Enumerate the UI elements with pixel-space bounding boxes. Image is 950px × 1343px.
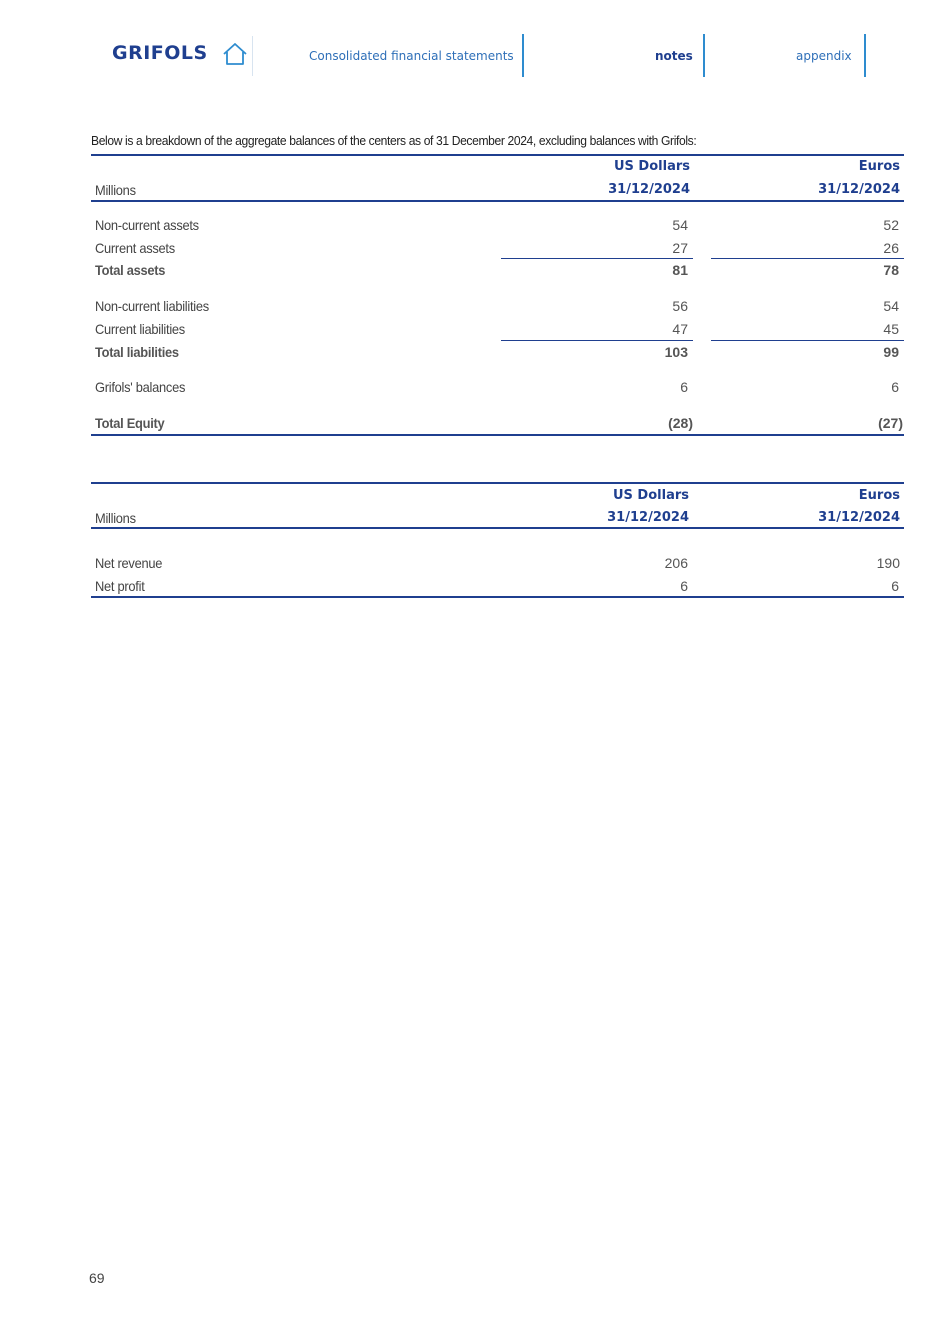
subtotal-rule [711, 340, 904, 341]
header-divider [703, 34, 705, 77]
value-usd: 206 [664, 555, 688, 571]
table-top-rule [91, 154, 904, 156]
row-label-net-revenue: Net revenue [95, 555, 163, 571]
header-divider [252, 36, 253, 76]
column-date-eur: 31/12/2024 [818, 510, 900, 525]
page-number: 69 [89, 1270, 105, 1286]
row-label-non-current-assets: Non-current assets [95, 217, 199, 233]
intro-text: Below is a breakdown of the aggregate balances of the centers as of 31 December 2024, excluding balances with Grifols: [91, 133, 697, 148]
value-usd: 27 [672, 240, 688, 256]
row-label-net-profit: Net profit [95, 578, 145, 594]
value-usd: 54 [672, 217, 688, 233]
column-date-usd: 31/12/2024 [607, 510, 689, 525]
value-eur: 190 [876, 555, 900, 571]
row-label-current-assets: Current assets [95, 240, 175, 256]
page-header [0, 0, 950, 96]
grifols-logo[interactable]: GRIFOLS [112, 42, 208, 64]
row-label-total-assets: Total assets [95, 262, 166, 278]
row-label-total-liabilities: Total liabilities [95, 344, 179, 360]
value-eur: 99 [883, 344, 899, 360]
row-label-current-liabilities: Current liabilities [95, 321, 185, 337]
column-header-usd: US Dollars [613, 159, 690, 174]
value-eur: (27) [878, 415, 903, 431]
table-bottom-rule [91, 434, 904, 436]
column-header-eur: Euros [858, 159, 900, 174]
column-date-eur: 31/12/2024 [818, 182, 900, 197]
row-label-total-equity: Total Equity [95, 415, 165, 431]
value-usd: 56 [672, 298, 688, 314]
table-top-rule [91, 482, 904, 484]
value-eur: 6 [891, 578, 899, 594]
value-eur: 45 [883, 321, 899, 337]
row-label-grifols-balances: Grifols' balances [95, 379, 186, 395]
value-usd: 6 [680, 379, 688, 395]
nav-appendix[interactable]: appendix [796, 49, 852, 63]
column-header-usd: US Dollars [612, 488, 689, 503]
column-date-usd: 31/12/2024 [608, 182, 690, 197]
unit-label: Millions [95, 510, 136, 526]
value-usd: 6 [680, 578, 688, 594]
header-divider [522, 34, 524, 77]
nav-consolidated-financial-statements[interactable]: Consolidated financial statements [309, 49, 514, 63]
unit-label: Millions [95, 182, 136, 198]
subtotal-rule [711, 258, 904, 259]
header-divider [864, 34, 866, 77]
nav-notes[interactable]: notes [655, 49, 693, 63]
value-usd: 103 [664, 344, 688, 360]
column-header-eur: Euros [858, 488, 900, 503]
header-bottom-rule [91, 527, 904, 529]
row-label-non-current-liabilities: Non-current liabilities [95, 298, 209, 314]
home-icon[interactable] [222, 42, 248, 66]
value-usd: (28) [668, 415, 693, 431]
value-eur: 26 [883, 240, 899, 256]
subtotal-rule [501, 258, 693, 259]
value-eur: 78 [883, 262, 899, 278]
value-eur: 54 [883, 298, 899, 314]
subtotal-rule [501, 340, 693, 341]
value-usd: 81 [672, 262, 688, 278]
value-eur: 52 [883, 217, 899, 233]
header-bottom-rule [91, 200, 904, 202]
table-bottom-rule [91, 596, 904, 598]
value-usd: 47 [672, 321, 688, 337]
value-eur: 6 [891, 379, 899, 395]
